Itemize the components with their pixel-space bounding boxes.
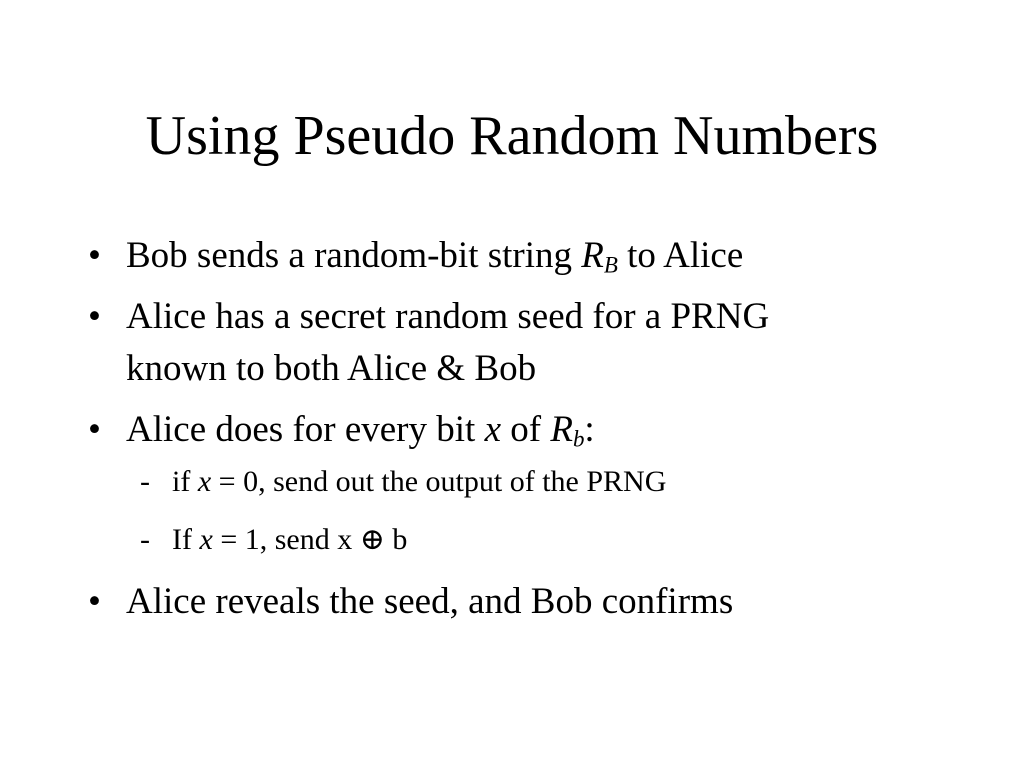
sub-bullet-marker: -	[140, 523, 150, 556]
sub-bullet-marker: -	[140, 465, 150, 498]
bullet-text: of	[501, 409, 551, 450]
bullet-text-line-1: Alice has a secret random seed for a PRNG	[126, 296, 770, 337]
bullet-item-2	[88, 291, 968, 395]
bullet-marker: •	[88, 409, 101, 450]
sub-bullet-text: if	[172, 465, 198, 498]
bullet-text-line-2: known to both Alice & Bob	[126, 348, 537, 389]
bullet-item-4	[88, 576, 968, 628]
bullet-text: to Alice	[617, 235, 744, 276]
sub-bullet-text: = 1, send x ⊕ b	[212, 523, 408, 556]
bullet-text: Alice reveals the seed, and Bob confirms	[126, 581, 734, 622]
bullet-marker: •	[88, 296, 101, 337]
bullet-list	[88, 230, 968, 637]
bullet-marker: •	[88, 581, 101, 622]
sub-bullet-text: If	[172, 523, 200, 556]
bullet-marker: •	[88, 235, 101, 276]
math-subscript-b: b	[572, 426, 585, 452]
bullet-item-1	[88, 230, 968, 282]
sub-bullet-text: = 0, send out the output of the PRNG	[211, 465, 667, 498]
bullet-text: Alice does for every bit	[126, 409, 485, 450]
math-variable-x: x	[199, 523, 213, 556]
sub-bullet-item-1	[140, 460, 968, 504]
math-variable-x: x	[197, 465, 212, 498]
math-variable-x: x	[484, 409, 502, 450]
bullet-text: Bob sends a random-bit string	[126, 235, 582, 276]
math-variable-r: R	[550, 409, 573, 450]
bullet-text: :	[584, 409, 595, 450]
sub-bullet-list	[126, 460, 968, 562]
sub-bullet-item-2	[140, 518, 968, 562]
math-subscript-b: B	[603, 252, 618, 278]
math-variable-r: R	[581, 235, 604, 276]
bullet-item-3	[88, 404, 968, 562]
slide-title: Using Pseudo Random Numbers	[145, 105, 879, 167]
